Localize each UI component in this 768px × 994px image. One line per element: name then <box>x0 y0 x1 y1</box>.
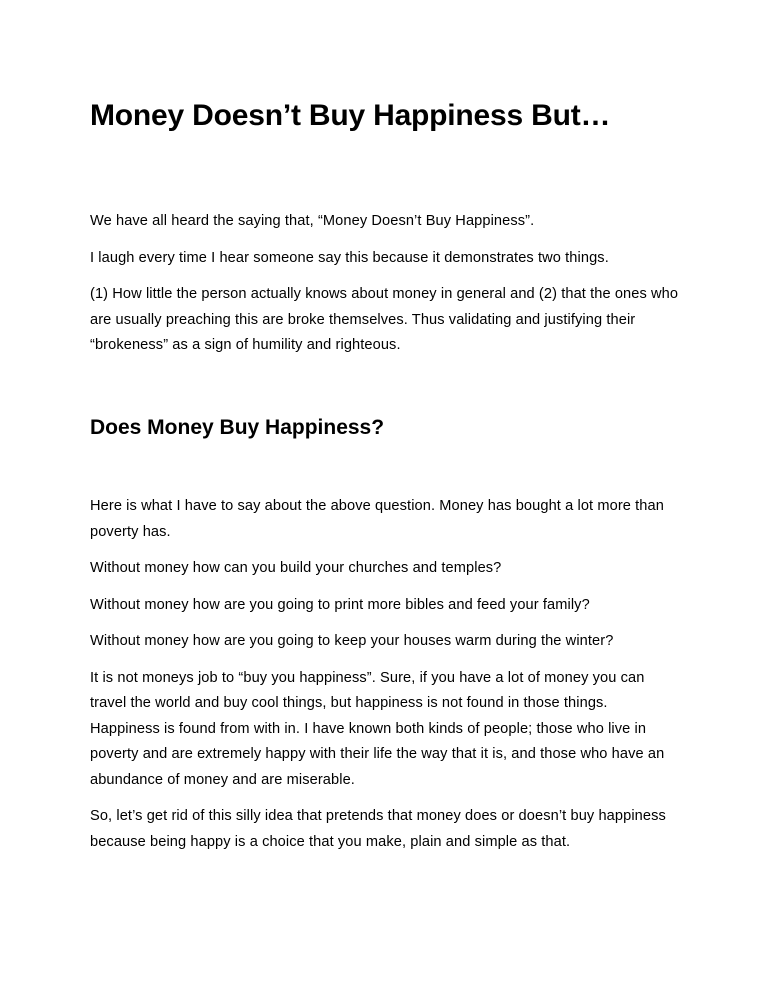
intro-section <box>90 209 680 370</box>
section-paragraph-6: So, let’s get rid of this silly idea that pretends that money does or doesn’t buy happiness because being happy is a choice that you make, plain and simple as that. <box>90 808 666 850</box>
intro-paragraph-2: I laugh every time I hear someone say this because it demonstrates two things. <box>90 249 609 266</box>
section-paragraph-2: Without money how can you build your churches and temples? <box>90 560 502 576</box>
section-paragraph-4: Without money how are you going to keep your houses warm during the winter? <box>90 633 614 649</box>
section-paragraph-3: Without money how are you going to print more bibles and feed your family? <box>90 596 590 613</box>
section-paragraph-1: Here is what I have to say about the above question. Money has bought a lot more than poverty has. <box>90 498 664 540</box>
section-paragraph-5: It is not moneys job to “buy you happiness”. Sure, if you have a lot of money you can travel the world and buy cool things, but happiness is not found in those things. Happiness is found from with in. I have known both kinds of people; those who live in poverty and are extremely happy with their life the way that it is, and those who have an abundance of money and are miserable. <box>90 669 665 788</box>
main-section <box>90 494 680 866</box>
section-heading: Does Money Buy Happiness? <box>90 416 385 439</box>
intro-paragraph-3: (1) How little the person actually knows about money in general and (2) that the ones who are usually preaching this are broke themselves. Thus validating and justifying their “brokeness” as a sign of humility and righteous. <box>90 286 679 353</box>
document-title: Money Doesn’t Buy Happiness But… <box>90 99 611 132</box>
intro-paragraph-1: We have all heard the saying that, “Money Doesn’t Buy Happiness”. <box>90 213 535 229</box>
